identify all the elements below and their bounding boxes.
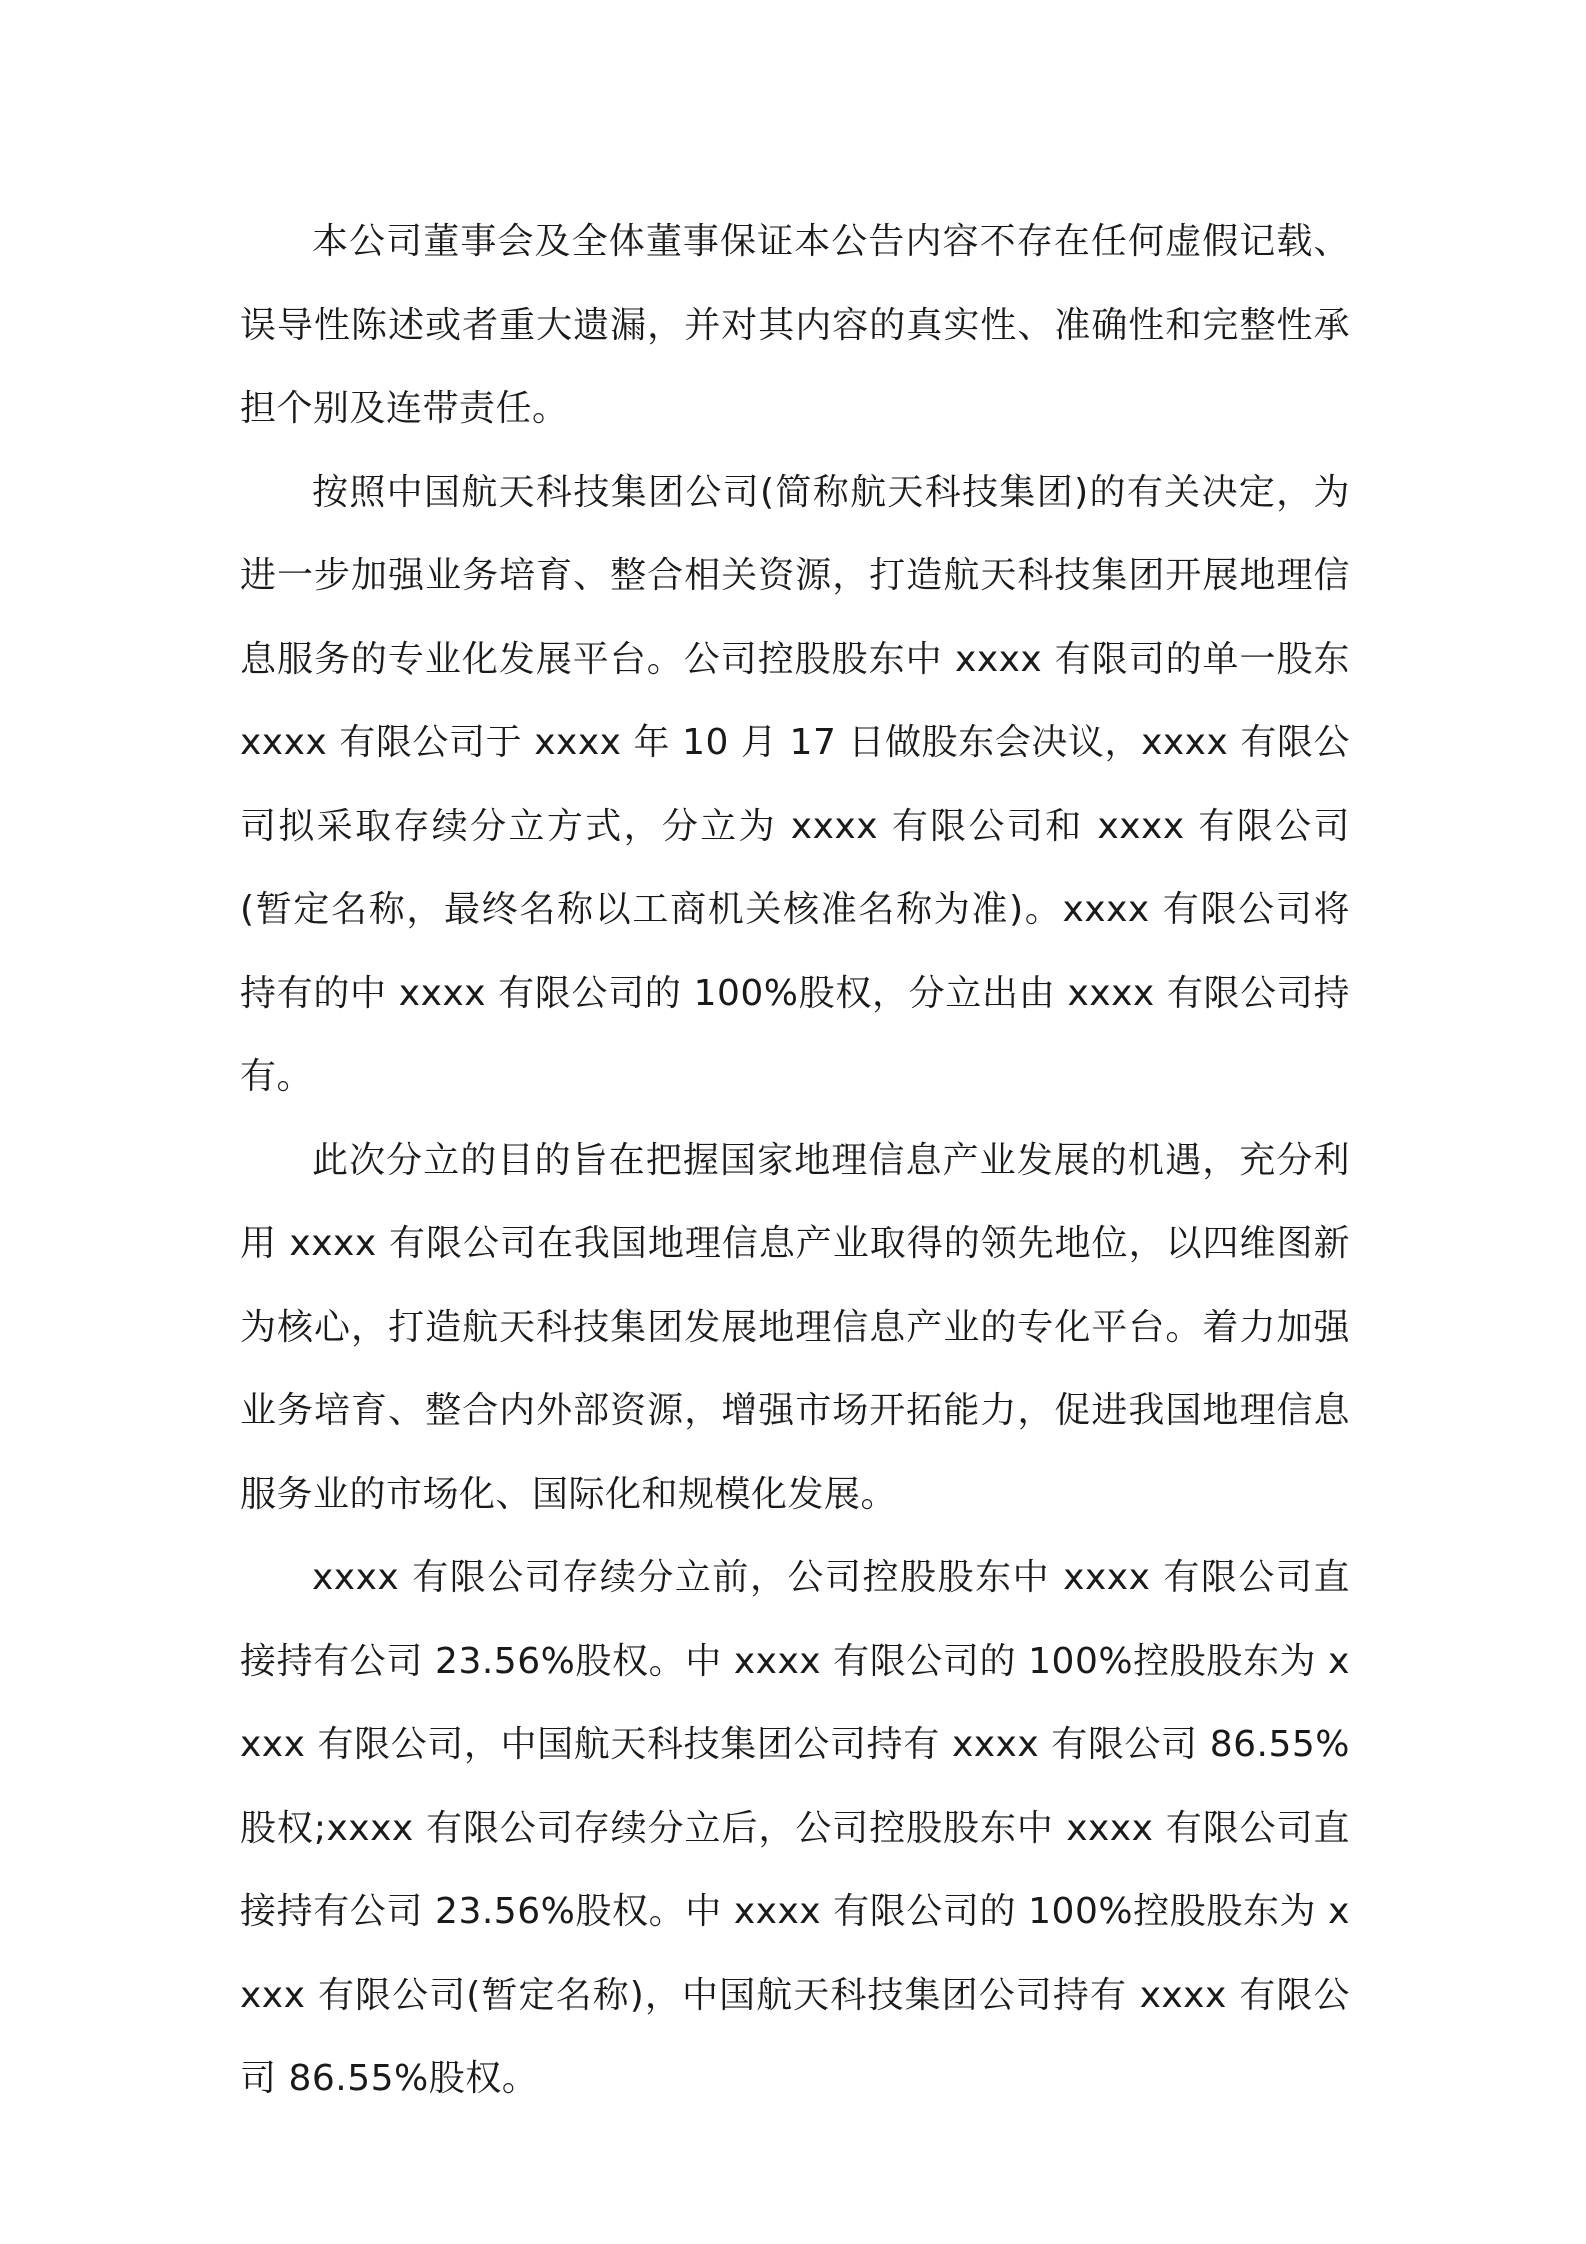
paragraph-purpose: 此次分立的目的旨在把握国家地理信息产业发展的机遇，充分利用 xxxx 有限公司在我国地理信息产业取得的领先地位，以四维图新为核心，打造航天科技集团发展地理信息产业的专化平台。着力加强业务培育、整合内外部资源，增强市场开拓能力，促进我国地理信息服务业的市场化、国际化和规模化发展。	[240, 1139, 1350, 1515]
paragraph-shareholding: xxxx 有限公司存续分立前，公司控股股东中 xxxx 有限公司直接持有公司 23.56%股权。中 xxxx 有限公司的 100%控股股东为 xxxx 有限公司，中国航天科技集团公司持有 xxxx 有限公司 86.55%股权;xxxx 有限公司存续分立后，公司控股股东中 xxxx 有限公司直接持有公司 23.56%股权。中 xxxx 有限公司的 100%控股股东为 xxxx 有限公司(暂定名称)，中国航天科技集团公司持有 xxxx 有限公司 86.55%股权。	[240, 1557, 1350, 2099]
document-body	[240, 200, 1350, 2121]
paragraph-decision: 按照中国航天科技集团公司(简称航天科技集团)的有关决定，为进一步加强业务培育、整合相关资源，打造航天科技集团开展地理信息服务的专业化发展平台。公司控股股东中 xxxx 有限司的单一股东 xxxx 有限公司于 xxxx 年 10 月 17 日做股东会决议，xxxx 有限公司拟采取存续分立方式，分立为 xxxx 有限公司和 xxxx 有限公司(暂定名称，最终名称以工商机关核准名称为准)。xxxx 有限公司将持有的中 xxxx 有限公司的 100%股权，分立出由 xxxx 有限公司持有。	[240, 471, 1350, 1097]
paragraph-disclaimer: 本公司董事会及全体董事保证本公告内容不存在任何虚假记载、误导性陈述或者重大遗漏，并对其内容的真实性、准确性和完整性承担个别及连带责任。	[240, 221, 1350, 429]
